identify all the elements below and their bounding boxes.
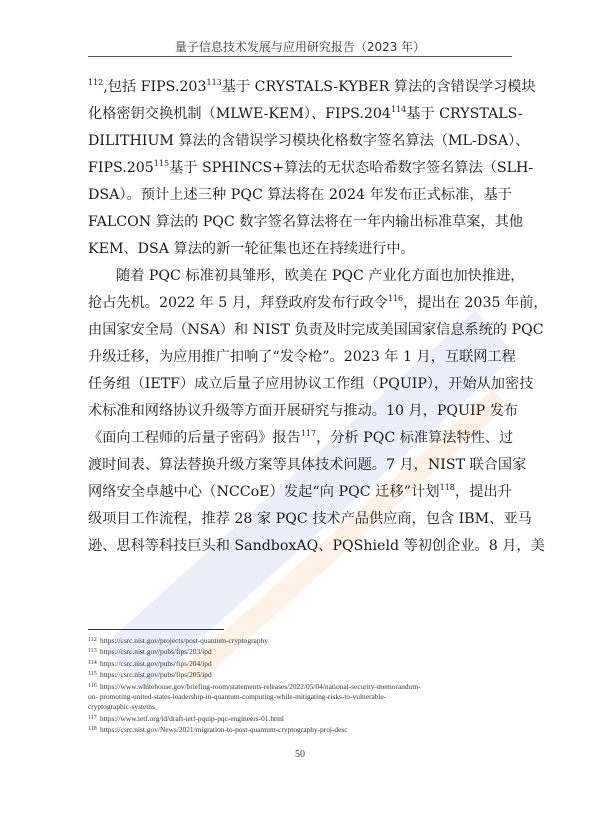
text-line xyxy=(88,317,544,344)
text-line xyxy=(88,209,524,236)
text-line xyxy=(88,182,512,209)
text-line xyxy=(88,101,523,128)
footnote-item xyxy=(88,669,512,680)
text-line xyxy=(88,371,534,398)
text-line xyxy=(88,425,512,452)
line-text: 《面向工程师的后量子密码》报告 xyxy=(88,430,301,446)
footnote-link[interactable]: https://csrc.nist.gov/pubs/fips/203/ipd xyxy=(100,647,212,657)
footnote-link[interactable]: https://csrc.nist.gov/pubs/fips/205/ipd xyxy=(100,670,212,680)
text-line xyxy=(88,452,527,479)
line-text: 逊、思科等科技巨头和 SandboxAQ、PQShield 等初创企业。8 月，美 xyxy=(88,538,545,554)
footnote-item xyxy=(88,724,512,735)
line-text: 随着 PQC 标准初具雏形，欧美在 PQC 产业化方面也加快推进， xyxy=(116,268,525,284)
text-line xyxy=(88,128,530,155)
text-line xyxy=(88,290,548,317)
footnote-number: 118 xyxy=(88,726,97,733)
line-text: 基于 CRYSTALS- xyxy=(406,106,523,122)
line-text: ，分析 PQC 标准算法特性、过 xyxy=(316,430,514,446)
footnote-ref: 118 xyxy=(439,483,455,492)
footnote-ref: 114 xyxy=(390,105,407,114)
line-text: KEM、DSA 算法的新一轮征集也还在持续进行中。 xyxy=(88,241,415,257)
footnote-link[interactable]: cryptographic-systems xyxy=(88,702,155,712)
line-text: ，提出升 xyxy=(454,484,512,500)
footnote-ref: 115 xyxy=(153,159,170,168)
footnote-ref: 113 xyxy=(206,78,222,87)
line-text: FALCON 算法的 PQC 数字签名算法将在一年内输出标准草案，其他 xyxy=(88,214,524,230)
footnote-link[interactable]: https://csrc.nist.gov/pubs/fips/204/ipd xyxy=(100,658,212,668)
page-number: 50 xyxy=(295,749,305,760)
text-line xyxy=(88,155,534,182)
footnote-item xyxy=(88,713,512,724)
line-text: 任务组（IETF）成立后量子应用协议工作组（PQUIP），开始从加密技 xyxy=(88,376,534,392)
line-text: 术标准和网络协议升级等方面开展研究与推动。10 月，PQUIP 发布 xyxy=(88,403,519,419)
footnote-number: 117 xyxy=(88,714,97,721)
footnote-link[interactable]: https://csrc.nist.gov/projects/post-quantum-cryptography xyxy=(100,636,268,645)
text-line xyxy=(88,533,545,560)
text-line xyxy=(88,236,512,263)
line-text: ，提出在 2035 年前， xyxy=(403,295,548,311)
footnote-link[interactable]: https://csrc.nist.gov/News/2021/migration-to-post-quantum-cryptography-proj-desc xyxy=(100,725,348,735)
footnotes xyxy=(88,635,512,736)
footnote-item xyxy=(88,681,512,692)
line-text: 基于 SPHINCS+算法的无状态哈希数字签名算法（SLH- xyxy=(169,160,534,176)
line-text: DSA）。预计上述三种 PQC 算法将在 2024 年发布正式标准，基于 xyxy=(88,187,512,203)
line-text: 基于 CRYSTALS-KYBER 算法的含错误学习模块 xyxy=(221,79,536,95)
text-line xyxy=(88,398,519,425)
footnote-continuation xyxy=(88,692,512,702)
footnote-item xyxy=(88,658,512,669)
paragraph-pqc-standards xyxy=(88,74,536,263)
footnote-link[interactable]: https://www.ietf.org/id/draft-ietf-pquip-pqc-engineers-01.html xyxy=(100,713,284,723)
footnote-item xyxy=(88,646,512,657)
text-line xyxy=(88,263,525,290)
line-text: 化格密钥交换机制（MLWE-KEM）、FIPS.204 xyxy=(88,106,391,122)
footnote-number: 116 xyxy=(88,682,97,689)
line-text: 由国家安全局（NSA）和 NIST 负责及时完成美国国家信息系统的 PQC xyxy=(88,322,544,338)
paragraph-pqc-industry xyxy=(88,263,548,560)
line-text: ,包括 FIPS.203 xyxy=(103,79,207,95)
line-text: 抢占先机。2022 年 5 月，拜登政府发布行政令 xyxy=(88,295,388,311)
text-line xyxy=(88,479,512,506)
running-header: 量子信息技术发展与应用研究报告（2023 年） xyxy=(174,40,426,54)
footnote-number: 114 xyxy=(88,659,97,666)
text-line xyxy=(88,506,532,533)
footnote-ref: 116 xyxy=(387,294,404,303)
text-line xyxy=(88,344,516,371)
line-text: DILITHIUM 算法的含错误学习模块化格数字签名算法（ML-DSA）、 xyxy=(88,133,530,149)
footnote-ref: 117 xyxy=(300,429,317,438)
line-text: 渡时间表、算法替换升级方案等具体技术问题。7 月，NIST 联合国家 xyxy=(88,457,527,473)
footnote-divider xyxy=(88,629,224,630)
main-text xyxy=(88,74,548,560)
footnote-number: 115 xyxy=(88,671,97,678)
footnote-item xyxy=(88,635,512,646)
footnote-ref: 112 xyxy=(88,78,104,87)
header-divider xyxy=(88,56,512,57)
line-text: FIPS.205 xyxy=(88,160,154,176)
footnote-continuation xyxy=(88,702,512,712)
footnote-number: 113 xyxy=(88,648,97,655)
text-line xyxy=(88,74,536,101)
line-text: 升级迁移，为应用推广扣响了“发令枪”。2023 年 1 月，互联网工程 xyxy=(88,349,516,365)
footnote-link[interactable]: https://www.whitehouse.gov/briefing-room/statements-releases/2022/05/04/national-security-memorandum- xyxy=(100,681,421,691)
line-text: 网络安全卓越中心（NCCoE）发起“向 PQC 迁移”计划 xyxy=(88,484,440,500)
line-text: 级项目工作流程，推荐 28 家 PQC 技术产品供应商，包含 IBM、亚马 xyxy=(88,511,532,527)
footnote-number: 112 xyxy=(88,637,97,643)
footnote-link[interactable]: on- promoting-united-states-leadership-in-quantum-computing-while-mitigating-risks-to-vulnerable- xyxy=(88,692,387,702)
